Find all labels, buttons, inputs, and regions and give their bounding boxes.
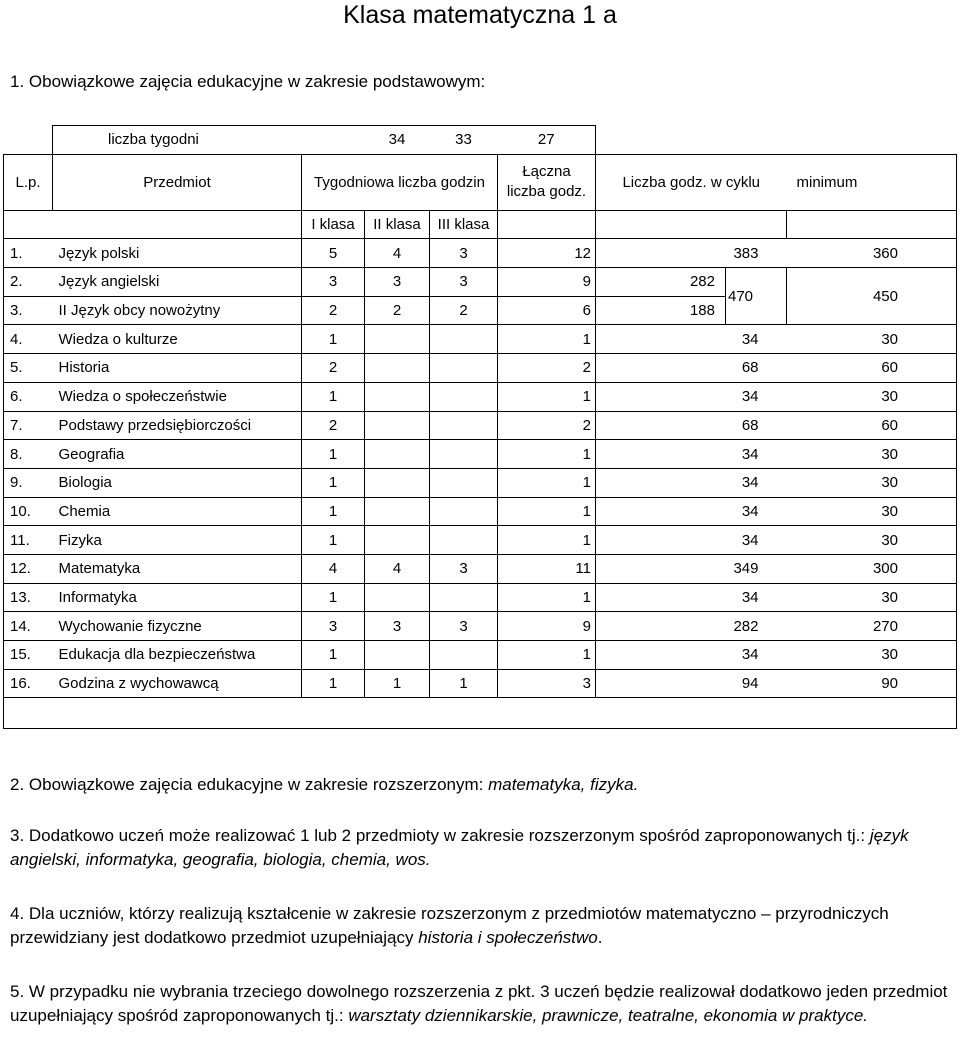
row-minimum: 30: [787, 526, 957, 555]
row-cycle: 383: [596, 239, 787, 268]
row-number: 8.: [4, 440, 53, 469]
row-class-3: [430, 382, 498, 411]
row-number: 15.: [4, 641, 53, 670]
row-number: 3.: [4, 296, 53, 325]
row-minimum: 60: [787, 411, 957, 440]
row-class-3: 1: [430, 669, 498, 698]
row-total: 2: [498, 354, 596, 383]
row-number: 1.: [4, 239, 53, 268]
row-cycle: 349: [596, 554, 787, 583]
row-subject: II Język obcy nowożytny: [53, 296, 302, 325]
row-class-2: [365, 411, 430, 440]
row-subject: Język polski: [53, 239, 302, 268]
row-total: 1: [498, 468, 596, 497]
class-3-header: III klasa: [430, 210, 498, 239]
row-number: 7.: [4, 411, 53, 440]
row-class-2: [365, 583, 430, 612]
row-total: 9: [498, 612, 596, 641]
row-cycle: 34: [596, 440, 787, 469]
classes-row: [4, 210, 957, 239]
row-cycle: 34: [596, 641, 787, 670]
row-total: 1: [498, 325, 596, 354]
row-cycle: 34: [596, 583, 787, 612]
row-class-2: 1: [365, 669, 430, 698]
row-class-1: 1: [302, 440, 365, 469]
row-subject: Wiedza o społeczeństwie: [53, 382, 302, 411]
row-minimum: 360: [787, 239, 957, 268]
subject-header: Przedmiot: [53, 154, 302, 210]
row-class-1: 4: [302, 554, 365, 583]
weeks-label: liczba tygodni: [53, 126, 302, 155]
cycle-header: Liczba godz. w cyklu: [596, 154, 787, 210]
row-class-2: 4: [365, 554, 430, 583]
table-row: [4, 497, 957, 526]
empty-footer-row: [4, 698, 957, 729]
row-total: 6: [498, 296, 596, 325]
row-subject: Chemia: [53, 497, 302, 526]
row-total: 1: [498, 583, 596, 612]
empty-cell: [4, 698, 957, 729]
table-row: [4, 554, 957, 583]
row-number: 10.: [4, 497, 53, 526]
row-minimum: 30: [787, 468, 957, 497]
weekly-header: Tygodniowa liczba godzin: [302, 154, 498, 210]
row-class-1: 1: [302, 325, 365, 354]
row-class-1: 5: [302, 239, 365, 268]
header-row: [4, 154, 957, 210]
row-number: 14.: [4, 612, 53, 641]
table-row: [4, 325, 957, 354]
row-number: 6.: [4, 382, 53, 411]
row-class-3: [430, 468, 498, 497]
row-minimum: 270: [787, 612, 957, 641]
row-cycle: 34: [596, 325, 787, 354]
row-class-3: 3: [430, 612, 498, 641]
weeks-2: 33: [430, 126, 498, 155]
row-class-2: [365, 325, 430, 354]
row-minimum: 300: [787, 554, 957, 583]
row-class-1: 2: [302, 411, 365, 440]
row-class-3: [430, 497, 498, 526]
row-number: 12.: [4, 554, 53, 583]
row-class-1: 1: [302, 526, 365, 555]
row-number: 11.: [4, 526, 53, 555]
row-cycle: 188: [596, 296, 726, 325]
row-minimum: 30: [787, 641, 957, 670]
row-class-2: [365, 440, 430, 469]
row-class-3: [430, 411, 498, 440]
row-cycle: 282: [596, 612, 787, 641]
paragraph-5: 5. W przypadku nie wybrania trzeciego dowolnego rozszerzenia z pkt. 3 uczeń będzie realizował dodatkowo jeden przedmiot uzupełniający spośród zaproponowanych tj.: warsztaty dziennikarskie, prawnicze, teatralne, ekonomia w praktyce.: [10, 982, 948, 1025]
row-class-1: 1: [302, 583, 365, 612]
row-subject: Matematyka: [53, 554, 302, 583]
row-class-3: [430, 325, 498, 354]
table-row: [4, 354, 957, 383]
row-class-2: [365, 354, 430, 383]
row-cycle: 34: [596, 497, 787, 526]
page-title: Klasa matematyczna 1 a: [343, 1, 617, 29]
row-total: 1: [498, 526, 596, 555]
row-class-1: 2: [302, 354, 365, 383]
table-row: [4, 468, 957, 497]
row-class-2: [365, 526, 430, 555]
row-number: 16.: [4, 669, 53, 698]
row-class-3: [430, 583, 498, 612]
paragraph-4: 4. Dla uczniów, którzy realizują kształcenie w zakresie rozszerzonym z przedmiotów matematyczno – przyrodniczych przewidziany jest dodatkowo przedmiot uzupełniający historia i społeczeństwo.: [10, 904, 889, 947]
row-total: 2: [498, 411, 596, 440]
row-total: 1: [498, 440, 596, 469]
row-class-1: 3: [302, 268, 365, 297]
row-class-2: [365, 468, 430, 497]
row-class-1: 1: [302, 382, 365, 411]
table-row: [4, 583, 957, 612]
table-row: [4, 239, 957, 268]
row-class-1: 1: [302, 641, 365, 670]
total-header: Łączna liczba godz.: [498, 154, 596, 210]
row-class-3: [430, 641, 498, 670]
row-number: 5.: [4, 354, 53, 383]
row-class-2: [365, 382, 430, 411]
row-minimum: 90: [787, 669, 957, 698]
row-subject: Biologia: [53, 468, 302, 497]
row-cycle: 282: [596, 268, 726, 297]
row-class-3: 3: [430, 268, 498, 297]
row-class-1: 2: [302, 296, 365, 325]
row-total: 1: [498, 497, 596, 526]
row-cycle: 94: [596, 669, 787, 698]
row-total: 1: [498, 641, 596, 670]
minimum-header: minimum: [787, 154, 957, 210]
weeks-1: 34: [365, 126, 430, 155]
row-total: 9: [498, 268, 596, 297]
row-subject: Fizyka: [53, 526, 302, 555]
table-row: [4, 268, 957, 297]
row-total: 11: [498, 554, 596, 583]
row-subject: Język angielski: [53, 268, 302, 297]
row-class-1: 1: [302, 669, 365, 698]
row-subject: Wychowanie fizyczne: [53, 612, 302, 641]
row-class-3: 2: [430, 296, 498, 325]
row-class-2: [365, 641, 430, 670]
weeks-row: [4, 126, 957, 155]
row-subject: Edukacja dla bezpieczeństwa: [53, 641, 302, 670]
row-subject: Informatyka: [53, 583, 302, 612]
row-class-1: 3: [302, 612, 365, 641]
row-subject: Godzina z wychowawcą: [53, 669, 302, 698]
row-minimum: 30: [787, 497, 957, 526]
row-class-2: 4: [365, 239, 430, 268]
row-class-1: 1: [302, 468, 365, 497]
row-total: 12: [498, 239, 596, 268]
row-class-3: 3: [430, 554, 498, 583]
row-class-1: 1: [302, 497, 365, 526]
row-cycle: 68: [596, 354, 787, 383]
class-2-header: II klasa: [365, 210, 430, 239]
merged-minimum: 450: [787, 268, 957, 325]
row-number: 4.: [4, 325, 53, 354]
row-number: 2.: [4, 268, 53, 297]
row-class-2: 3: [365, 268, 430, 297]
row-minimum: 30: [787, 382, 957, 411]
lp-header: L.p.: [4, 154, 53, 210]
row-class-3: [430, 354, 498, 383]
row-total: 1: [498, 382, 596, 411]
section-1-heading: 1. Obowiązkowe zajęcia edukacyjne w zakresie podstawowym:: [10, 72, 486, 91]
row-subject: Geografia: [53, 440, 302, 469]
table-row: [4, 440, 957, 469]
row-cycle: 34: [596, 526, 787, 555]
table-row: [4, 382, 957, 411]
row-class-2: [365, 497, 430, 526]
row-class-3: 3: [430, 239, 498, 268]
row-subject: Wiedza o kulturze: [53, 325, 302, 354]
row-minimum: 30: [787, 583, 957, 612]
class-1-header: I klasa: [302, 210, 365, 239]
paragraph-2: 2. Obowiązkowe zajęcia edukacyjne w zakresie rozszerzonym: matematyka, fizyka.: [10, 775, 639, 794]
row-number: 13.: [4, 583, 53, 612]
weeks-3: 27: [498, 126, 596, 155]
row-subject: Historia: [53, 354, 302, 383]
merged-cycle: 470: [726, 268, 787, 325]
table-row: [4, 526, 957, 555]
row-cycle: 34: [596, 468, 787, 497]
row-minimum: 60: [787, 354, 957, 383]
row-class-2: 2: [365, 296, 430, 325]
table-row: [4, 411, 957, 440]
table-row: [4, 669, 957, 698]
hours-table: [3, 125, 957, 729]
row-minimum: 30: [787, 325, 957, 354]
row-class-3: [430, 526, 498, 555]
row-number: 9.: [4, 468, 53, 497]
row-cycle: 34: [596, 382, 787, 411]
table-row: [4, 641, 957, 670]
row-subject: Podstawy przedsiębiorczości: [53, 411, 302, 440]
paragraph-3: 3. Dodatkowo uczeń może realizować 1 lub 2 przedmioty w zakresie rozszerzonym spośród zaproponowanych tj.: język angielski, informatyka, geografia, biologia, chemia, wos.: [10, 826, 909, 869]
row-cycle: 68: [596, 411, 787, 440]
row-class-3: [430, 440, 498, 469]
row-total: 3: [498, 669, 596, 698]
row-minimum: 30: [787, 440, 957, 469]
row-class-2: 3: [365, 612, 430, 641]
table-row: [4, 612, 957, 641]
